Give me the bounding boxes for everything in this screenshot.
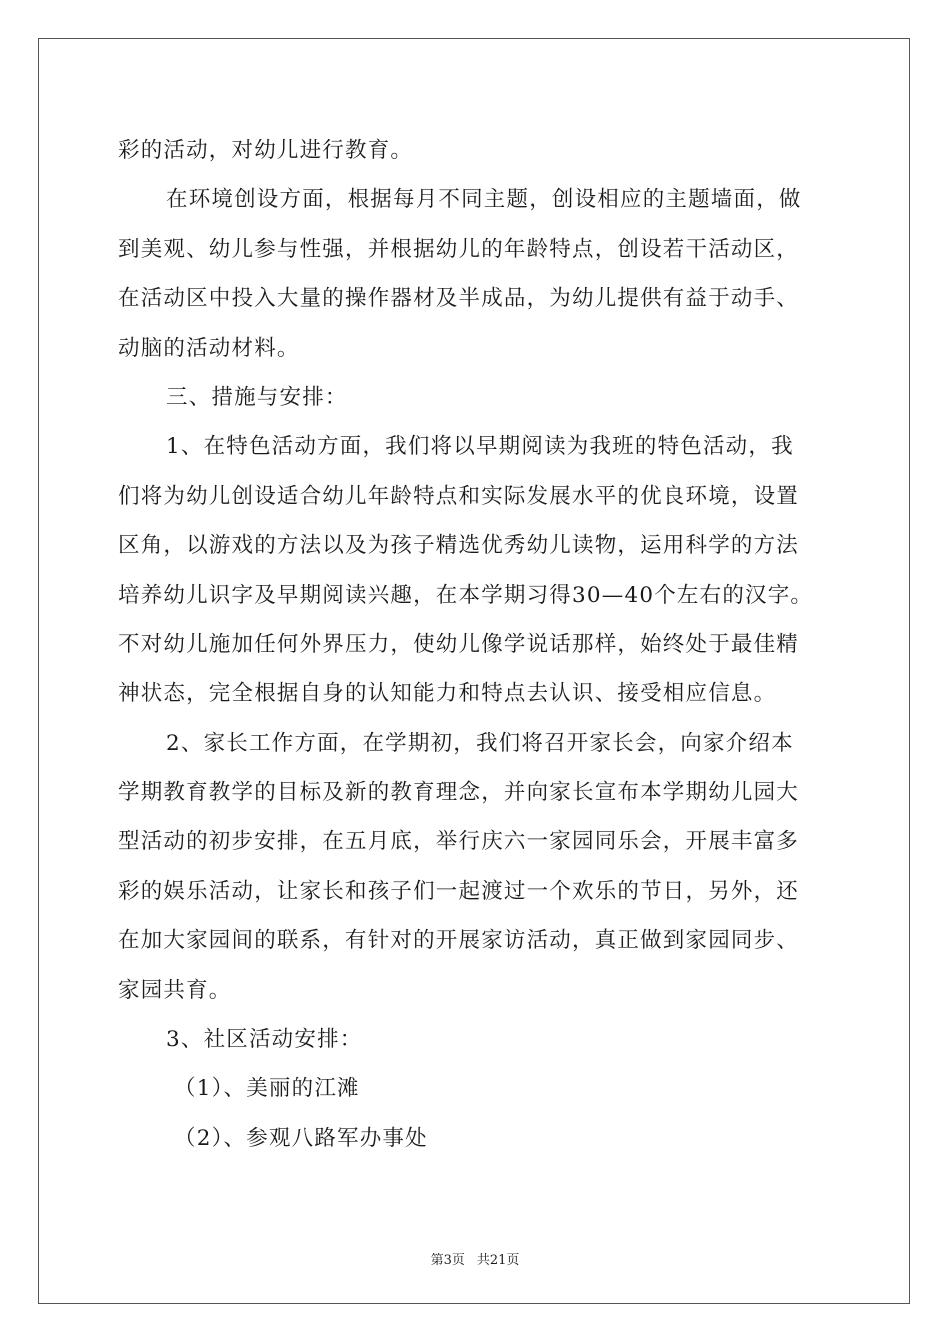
list-item: （2）、参观八路军办事处 — [174, 1125, 428, 1151]
text-line: 们将为幼儿创设适合幼儿年龄特点和实际发展水平的优良环境，设置 — [118, 483, 800, 509]
paragraph-feature-activity: 1、在特色活动方面，我们将以早期阅读为我班的特色活动，我 — [166, 434, 794, 460]
section-heading: 三、措施与安排： — [166, 384, 348, 410]
page-number-current: 第3页 — [430, 1253, 465, 1268]
text-line: 学期教育教学的目标及新的教育理念，并向家长宣布本学期幼儿园大 — [118, 780, 800, 806]
page-number-total: 共21页 — [476, 1253, 520, 1268]
list-item: （1）、美丽的江滩 — [174, 1076, 360, 1102]
text-line: 在加大家园间的联系，有针对的开展家访活动，真正做到家园同步、 — [118, 928, 800, 954]
text-line: 彩的娱乐活动，让家长和孩子们一起渡过一个欢乐的节日，另外，还 — [118, 878, 800, 904]
text-line: 家园共育。 — [118, 977, 232, 1003]
paragraph-community: 3、社区活动安排： — [166, 1027, 363, 1053]
text-line: 型活动的初步安排，在五月底，举行庆六一家园同乐会，开展丰富多 — [118, 829, 800, 855]
text-line: 在活动区中投入大量的操作器材及半成品，为幼儿提供有益于动手、 — [118, 286, 800, 312]
text-line: 动脑的活动材料。 — [118, 335, 300, 361]
text-line: 神状态，完全根据自身的认知能力和特点去认识、接受相应信息。 — [118, 681, 777, 707]
text-line: 区角，以游戏的方法以及为孩子精选优秀幼儿读物，运用科学的方法 — [118, 533, 800, 559]
page-footer — [0, 1249, 950, 1268]
paragraph-environment: 在环境创设方面，根据每月不同主题，创设相应的主题墙面，做 — [166, 187, 802, 213]
text-line: 不对幼儿施加任何外界压力，使幼儿像学说话那样，始终处于最佳精 — [118, 631, 800, 657]
document-body — [118, 126, 833, 1163]
text-line: 彩的活动，对幼儿进行教育。 — [118, 138, 414, 163]
paragraph-parent-work: 2、家长工作方面，在学期初，我们将召开家长会，向家介绍本 — [166, 730, 794, 756]
text-line: 培养幼儿识字及早期阅读兴趣，在本学期习得30—40个左右的汉字。 — [118, 582, 814, 608]
text-line: 到美观、幼儿参与性强，并根据幼儿的年龄特点，创设若干活动区， — [118, 236, 800, 262]
